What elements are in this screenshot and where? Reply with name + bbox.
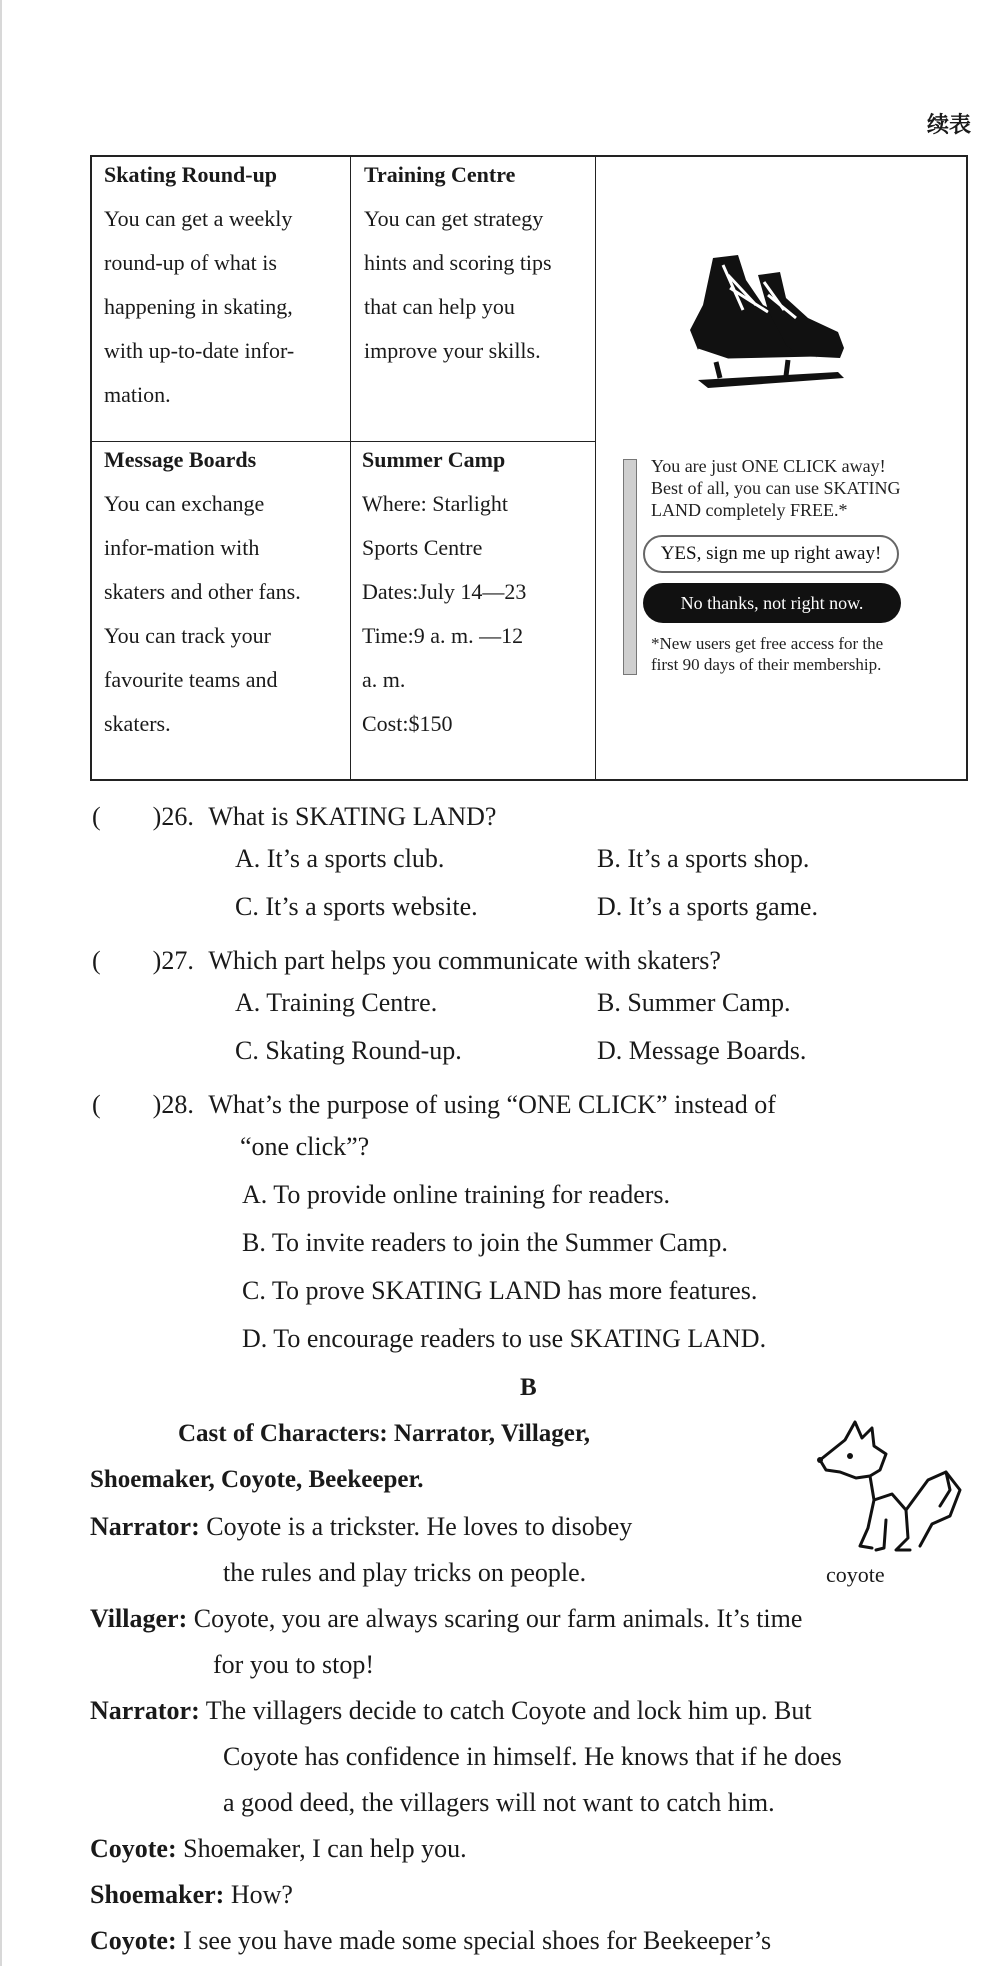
ad-line: LAND completely FREE.* bbox=[651, 500, 848, 520]
signup-ad bbox=[623, 455, 905, 679]
dialogue-line: Villager: Coyote, you are always scaring our farm animals. It’s time bbox=[90, 1604, 803, 1633]
cell-line: You can get strategy bbox=[364, 206, 544, 231]
cell-title: Skating Round-up bbox=[104, 162, 278, 187]
question-28 bbox=[92, 1084, 776, 1121]
question-27 bbox=[92, 940, 721, 977]
cell-line: a. m. bbox=[362, 667, 406, 692]
answer-blank[interactable]: ( )28. bbox=[92, 1090, 194, 1119]
option-c: C. To prove SKATING LAND has more features. bbox=[242, 1276, 758, 1305]
dialogue-line: Shoemaker: How? bbox=[90, 1880, 293, 1909]
dialogue-text-cont: for you to stop! bbox=[213, 1650, 375, 1679]
cell-line: happening in skating, bbox=[104, 294, 293, 319]
dialogue-text-cont: a good deed, the villagers will not want to catch him. bbox=[223, 1788, 775, 1817]
question-text: Which part helps you communicate with skaters? bbox=[208, 946, 721, 975]
option-c: C. It’s a sports website. bbox=[235, 892, 478, 921]
dialogue-text-cont: Coyote has confidence in himself. He knows that if he does bbox=[223, 1742, 842, 1771]
cell-line: favourite teams and bbox=[104, 667, 278, 692]
scrollbar[interactable] bbox=[623, 459, 637, 675]
dialogue-text: The villagers decide to catch Coyote and lock him up. But bbox=[205, 1696, 812, 1725]
cell-skating-roundup bbox=[104, 153, 340, 417]
continued-label: 续表 bbox=[926, 113, 971, 138]
cast-line: Cast of Characters: Narrator, Villager, bbox=[178, 1420, 590, 1447]
dialogue-line: Narrator: The villagers decide to catch Coyote and lock him up. But bbox=[90, 1696, 812, 1725]
dialogue-text: Shoemaker, I can help you. bbox=[183, 1834, 467, 1863]
cell-line: with up-to-date infor- bbox=[104, 338, 295, 363]
cell-title: Message Boards bbox=[104, 447, 257, 472]
question-text-cont: “one click”? bbox=[240, 1132, 370, 1161]
cell-title: Training Centre bbox=[364, 162, 516, 187]
speaker-name: Coyote bbox=[90, 1834, 168, 1863]
page-edge bbox=[0, 0, 2, 1966]
ad-footnote: *New users get free access for the bbox=[651, 634, 884, 653]
option-c: C. Skating Round-up. bbox=[235, 1036, 462, 1065]
cell-line: hints and scoring tips bbox=[364, 250, 552, 275]
option-b: B. Summer Camp. bbox=[597, 988, 791, 1017]
cell-line: mation. bbox=[104, 382, 171, 407]
speaker-name: Narrator bbox=[90, 1512, 192, 1541]
cell-line: Cost:$150 bbox=[362, 711, 453, 736]
dialogue-line: Narrator: Coyote is a trickster. He loves to disobey bbox=[90, 1512, 633, 1541]
cell-line: Sports Centre bbox=[362, 535, 483, 560]
coyote-caption: coyote bbox=[826, 1562, 885, 1587]
option-a: A. Training Centre. bbox=[235, 988, 438, 1017]
cell-message-boards bbox=[104, 438, 340, 746]
cast-line: Shoemaker, Coyote, Beekeeper. bbox=[90, 1466, 424, 1493]
speaker-name: Shoemaker bbox=[90, 1880, 216, 1909]
option-d: D. To encourage readers to use SKATING LAND. bbox=[242, 1324, 767, 1353]
option-b: B. It’s a sports shop. bbox=[597, 844, 810, 873]
cell-line: that can help you bbox=[364, 294, 515, 319]
cell-line: improve your skills. bbox=[364, 338, 541, 363]
question-text: What’s the purpose of using “ONE CLICK” instead of bbox=[208, 1090, 776, 1119]
dialogue-line: Coyote: I see you have made some special shoes for Beekeeper’s bbox=[90, 1926, 772, 1955]
speaker-name: Villager bbox=[90, 1604, 179, 1633]
coyote-icon bbox=[800, 1420, 970, 1560]
cell-line: round-up of what is bbox=[104, 250, 277, 275]
cell-line: skaters. bbox=[104, 711, 171, 736]
answer-blank[interactable]: ( )26. bbox=[92, 802, 194, 831]
dialogue-text: Coyote, you are always scaring our farm animals. It’s time bbox=[193, 1604, 803, 1633]
cell-summer-camp bbox=[362, 438, 586, 746]
question-26 bbox=[92, 796, 496, 833]
option-d: D. Message Boards. bbox=[597, 1036, 807, 1065]
ad-footnote: first 90 days of their membership. bbox=[651, 655, 882, 674]
cell-line: You can get a weekly bbox=[104, 206, 293, 231]
option-d: D. It’s a sports game. bbox=[597, 892, 818, 921]
dialogue-text: I see you have made some special shoes for Beekeeper’s bbox=[183, 1926, 772, 1955]
col-divider-1 bbox=[350, 157, 351, 779]
dialogue-text-cont: the rules and play tricks on people. bbox=[223, 1558, 587, 1587]
cell-line: infor-mation with bbox=[104, 535, 260, 560]
cell-line: You can track your bbox=[104, 623, 272, 648]
cell-line: You can exchange bbox=[104, 491, 265, 516]
cell-line: Time:9 a. m. —12 bbox=[362, 623, 524, 648]
signup-no-button[interactable]: No thanks, not right now. bbox=[643, 583, 901, 623]
ice-skate-icon bbox=[668, 250, 848, 400]
option-a: A. It’s a sports club. bbox=[235, 844, 445, 873]
option-a: A. To provide online training for readers. bbox=[242, 1180, 671, 1209]
option-b: B. To invite readers to join the Summer Camp. bbox=[242, 1228, 728, 1257]
cell-line: skaters and other fans. bbox=[104, 579, 301, 604]
question-text: What is SKATING LAND? bbox=[208, 802, 497, 831]
dialogue-line: Coyote: Shoemaker, I can help you. bbox=[90, 1834, 467, 1863]
signup-yes-button[interactable]: YES, sign me up right away! bbox=[643, 535, 899, 573]
cell-training-centre bbox=[364, 153, 586, 373]
cell-line: Where: Starlight bbox=[362, 491, 509, 516]
ad-line: You are just ONE CLICK away! bbox=[651, 456, 886, 476]
ad-line: Best of all, you can use SKATING bbox=[651, 478, 901, 498]
speaker-name: Coyote bbox=[90, 1926, 168, 1955]
dialogue-text: How? bbox=[230, 1880, 293, 1909]
col-divider-2 bbox=[595, 157, 596, 779]
speaker-name: Narrator bbox=[90, 1696, 192, 1725]
section-label: B bbox=[520, 1374, 537, 1401]
cell-title: Summer Camp bbox=[362, 447, 506, 472]
answer-blank[interactable]: ( )27. bbox=[92, 946, 194, 975]
cell-line: Dates:July 14—23 bbox=[362, 579, 527, 604]
dialogue-text: Coyote is a trickster. He loves to disobey bbox=[206, 1512, 633, 1541]
